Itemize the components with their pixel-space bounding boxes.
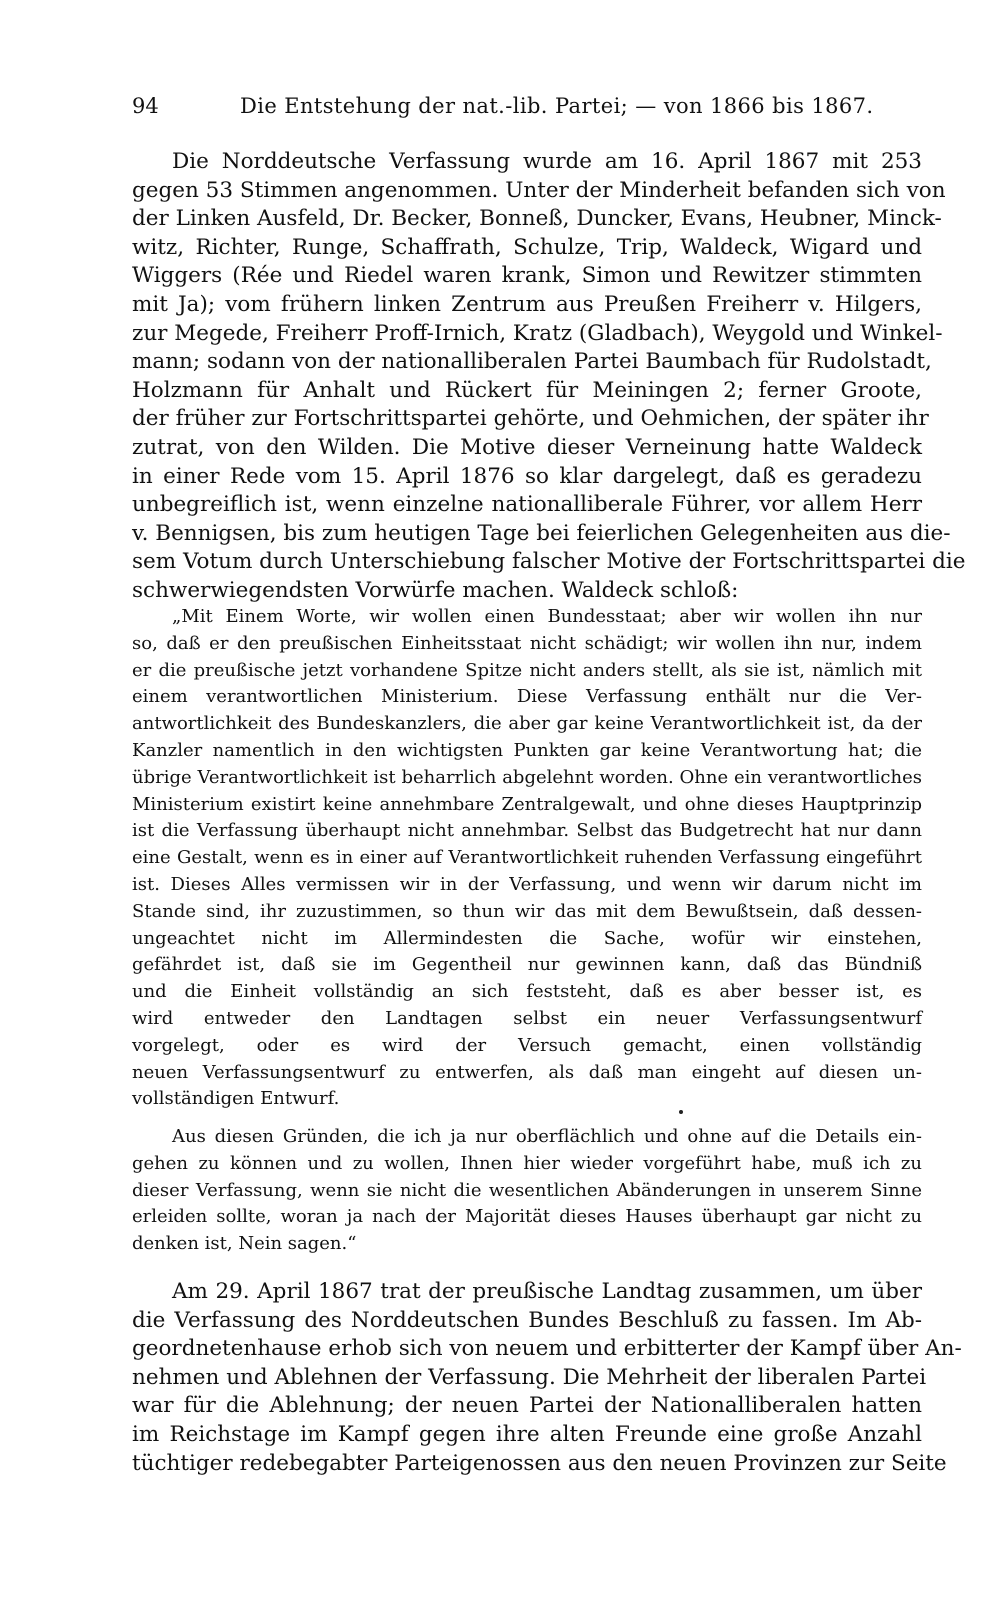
text-line: mit Ja); vom frühern linken Zentrum aus Preußen Freiherr v. Hilgers, <box>132 291 922 317</box>
text-line: Holzmann für Anhalt und Rückert für Meiningen 2; ferner Groote, <box>132 377 922 403</box>
page-header <box>132 94 922 124</box>
text-line: zutrat, von den Wilden. Die Motive dieser Verneinung hatte Waldeck <box>132 434 922 460</box>
text-line: unbegreiflich ist, wenn einzelne nationalliberale Führer, vor allem Herr <box>132 492 922 518</box>
text-line: Die Norddeutsche Verfassung wurde am 16. April 1867 mit 253 <box>172 149 922 174</box>
text-line: tüchtiger redebegabter Parteigenossen aus den neuen Provinzen zur Seite <box>132 1450 947 1476</box>
quote-line: er die preußische jetzt vorhandene Spitze nicht anders stellt, als sie ist, nämlich mit <box>132 659 922 681</box>
text-line: nehmen und Ablehnen der Verfassung. Die Mehrheit der liberalen Partei <box>132 1364 927 1390</box>
text-line: sem Votum durch Unterschiebung falscher Motive der Fortschrittspartei die <box>132 549 966 575</box>
text-line: geordnetenhause erhob sich von neuem und erbitterter der Kampf über An- <box>132 1336 962 1362</box>
quote-line: übrige Verantwortlichkeit ist beharrlich abgelehnt worden. Ohne ein verantwortliches <box>132 766 922 788</box>
text-line: Am 29. April 1867 trat der preußische Landtag zusammen, um über <box>172 1279 922 1304</box>
quote-line: Aus diesen Gründen, die ich ja nur oberflächlich und ohne auf die Details ein- <box>172 1126 922 1147</box>
quote-line: gefährdet ist, daß sie im Gegentheil nur gewinnen kann, daß das Bündniß <box>132 954 922 976</box>
quote-line: dieser Verfassung, wenn sie nicht die wesentlichen Abänderungen in unserem Sinne <box>132 1179 922 1201</box>
quote-block-2 <box>132 1124 922 1258</box>
quote-line: ist. Dieses Alles vermissen wir in der Verfassung, und wenn wir darum nicht im <box>132 873 922 895</box>
text-line: die Verfassung des Norddeutschen Bundes Beschluß zu fassen. Im Ab- <box>132 1307 922 1333</box>
running-head: Die Entstehung der nat.-lib. Partei; — von 1866 bis 1867. <box>240 94 874 118</box>
quote-line: ungeachtet nicht im Allermindesten die Sache, wofür wir einstehen, <box>132 927 922 949</box>
quote-line: denken ist, Nein sagen.“ <box>132 1233 357 1255</box>
quote-line: gehen zu können und zu wollen, Ihnen hier wieder vorgeführt habe, muß ich zu <box>132 1152 922 1174</box>
text-line: Wiggers (Rée und Riedel waren krank, Simon und Rewitzer stimmten <box>132 263 922 289</box>
quote-line: vorgelegt, oder es wird der Versuch gemacht, einen vollständig <box>132 1034 922 1056</box>
page-number: 94 <box>132 94 159 118</box>
quote-line: neuen Verfassungsentwurf zu entwerfen, als daß man eingeht auf diesen un- <box>132 1061 922 1083</box>
paragraph-2 <box>132 1278 962 1478</box>
quote-line: ist die Verfassung überhaupt nicht annehmbar. Selbst das Budgetrecht hat nur dann <box>132 820 922 842</box>
quote-line: so, daß er den preußischen Einheitsstaat nicht schädigt; wir wollen ihn nur, indem <box>132 632 922 654</box>
text-line: im Reichstage im Kampf gegen ihre alten Freunde eine große Anzahl <box>132 1421 922 1447</box>
stray-dot-mark <box>679 1110 683 1114</box>
text-line: gegen 53 Stimmen angenommen. Unter der Minderheit befanden sich von <box>132 177 946 203</box>
quote-line: eine Gestalt, wenn es in einer auf Verantwortlichkeit ruhenden Verfassung eingeführt <box>132 847 922 869</box>
quote-line: Kanzler namentlich in den wichtigsten Punkten gar keine Verantwortung hat; die <box>132 739 922 761</box>
text-line: in einer Rede vom 15. April 1876 so klar dargelegt, daß es geradezu <box>132 463 922 489</box>
text-line: zur Megede, Freiherr Proff-Irnich, Kratz (Gladbach), Weygold und Winkel- <box>132 320 943 346</box>
quote-line: erleiden sollte, woran ja nach der Majorität dieses Hauses überhaupt gar nicht zu <box>132 1206 922 1228</box>
text-line: v. Bennigsen, bis zum heutigen Tage bei feierlichen Gelegenheiten aus die- <box>132 520 951 546</box>
text-line: war für die Ablehnung; der neuen Partei der Nationalliberalen hatten <box>132 1393 922 1419</box>
quote-line: und die Einheit vollständig an sich feststeht, daß es aber besser ist, es <box>132 981 922 1003</box>
quote-block-1 <box>132 604 922 1113</box>
quote-line: Stande sind, ihr zuzustimmen, so thun wir das mit dem Bewußtsein, daß dessen- <box>132 900 922 922</box>
quote-line: antwortlichkeit des Bundeskanzlers, die aber gar keine Verantwortlichkeit ist, da der <box>132 713 922 735</box>
text-line: der Linken Ausfeld, Dr. Becker, Bonneß, Duncker, Evans, Heubner, Minck- <box>132 206 942 232</box>
text-line: der früher zur Fortschrittspartei gehörte, und Oehmichen, der später ihr <box>132 406 929 432</box>
quote-line: wird entweder den Landtagen selbst ein neuer Verfassungsentwurf <box>132 1007 922 1029</box>
text-line: witz, Richter, Runge, Schaffrath, Schulze, Trip, Waldeck, Wigard und <box>132 234 922 260</box>
quote-line: „Mit Einem Worte, wir wollen einen Bundesstaat; aber wir wollen ihn nur <box>172 606 922 627</box>
quote-line: Ministerium existirt keine annehmbare Zentralgewalt, und ohne dieses Hauptprinzip <box>132 793 922 815</box>
text-line: schwerwiegendsten Vorwürfe machen. Waldeck schloß: <box>132 577 739 603</box>
text-line: mann; sodann von der nationalliberalen Partei Baumbach für Rudolstadt, <box>132 349 932 375</box>
quote-line: vollständigen Entwurf. <box>132 1088 340 1110</box>
quote-line: einem verantwortlichen Ministerium. Diese Verfassung enthält nur die Ver- <box>132 686 922 708</box>
paragraph-1 <box>132 148 966 606</box>
